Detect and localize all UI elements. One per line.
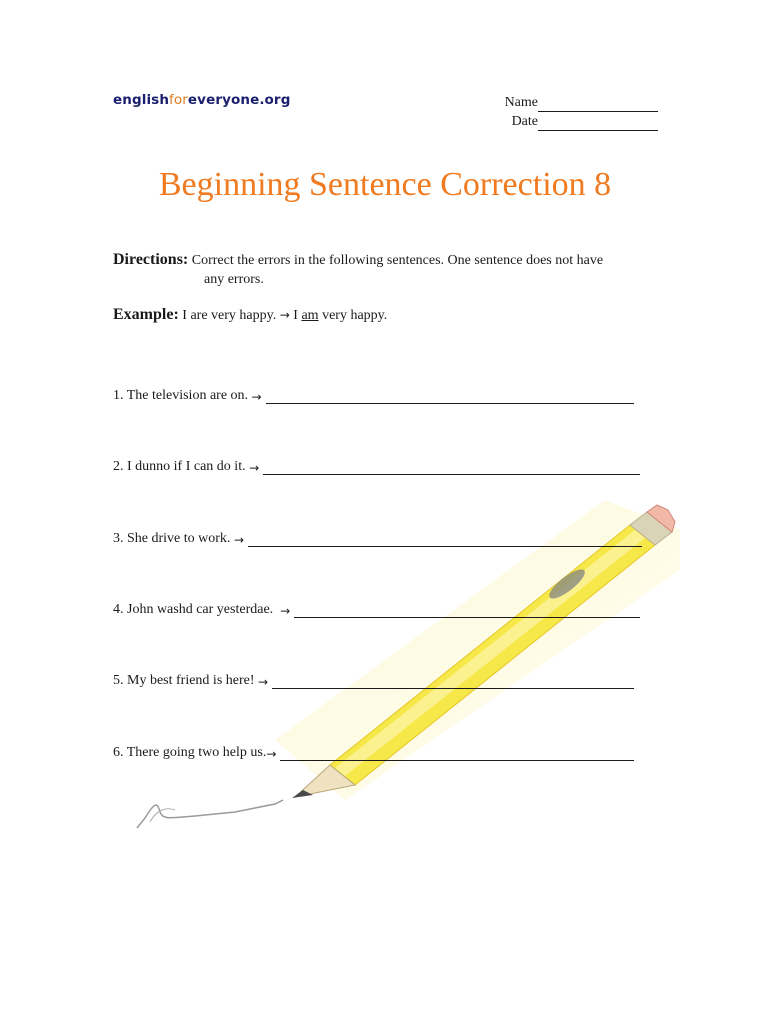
name-date-block: [505, 93, 658, 131]
date-label: Date: [511, 114, 538, 129]
pencil-illustration-icon: [135, 500, 680, 830]
item-text: 2. I dunno if I can do it.: [113, 459, 246, 474]
answer-line[interactable]: [272, 674, 634, 689]
right-arrow-icon: →: [249, 461, 260, 475]
logo-everyone: everyone.org: [187, 92, 291, 108]
answer-line[interactable]: [280, 746, 634, 761]
directions-text-line2: any errors.: [204, 272, 264, 287]
logo-for: for: [169, 92, 188, 108]
list-item: [113, 459, 640, 475]
logo-english: english: [113, 92, 170, 108]
example-wrong: I are very happy.: [182, 308, 277, 323]
right-arrow-icon: →: [258, 675, 269, 689]
site-logo: [113, 92, 290, 108]
list-item: [113, 602, 640, 618]
example: [113, 306, 387, 324]
date-row: [505, 112, 658, 131]
list-item: [113, 531, 642, 547]
example-fixed-word: am: [301, 308, 319, 323]
example-label: Example:: [113, 306, 179, 323]
item-text: 6. There going two help us.: [113, 745, 267, 760]
list-item: [113, 745, 634, 761]
directions: [113, 250, 658, 289]
item-text: 3. She drive to work.: [113, 531, 231, 546]
item-text: 4. John washd car yesterdae.: [113, 602, 274, 617]
answer-line[interactable]: [263, 460, 640, 475]
list-item: [113, 673, 634, 689]
answer-line[interactable]: [266, 389, 634, 404]
right-arrow-icon: →: [266, 747, 277, 761]
right-arrow-icon: →: [233, 533, 244, 547]
item-text: 5. My best friend is here!: [113, 673, 255, 688]
right-arrow-icon: →: [280, 604, 291, 618]
name-row: [505, 93, 658, 112]
answer-line[interactable]: [248, 532, 642, 547]
example-fixed-post: very happy.: [322, 308, 388, 323]
right-arrow-icon: →: [279, 308, 290, 322]
name-label: Name: [504, 95, 538, 110]
date-blank[interactable]: [538, 116, 658, 131]
example-fixed-pre: I: [293, 308, 298, 323]
list-item: [113, 388, 634, 404]
page-title: Beginning Sentence Correction 8: [158, 166, 612, 203]
directions-label: Directions:: [113, 251, 189, 268]
name-blank[interactable]: [538, 97, 658, 112]
answer-line[interactable]: [294, 603, 640, 618]
right-arrow-icon: →: [251, 390, 262, 404]
item-text: 1. The television are on.: [113, 388, 249, 403]
directions-text-line1: Correct the errors in the following sentences. One sentence does not have: [191, 253, 604, 268]
